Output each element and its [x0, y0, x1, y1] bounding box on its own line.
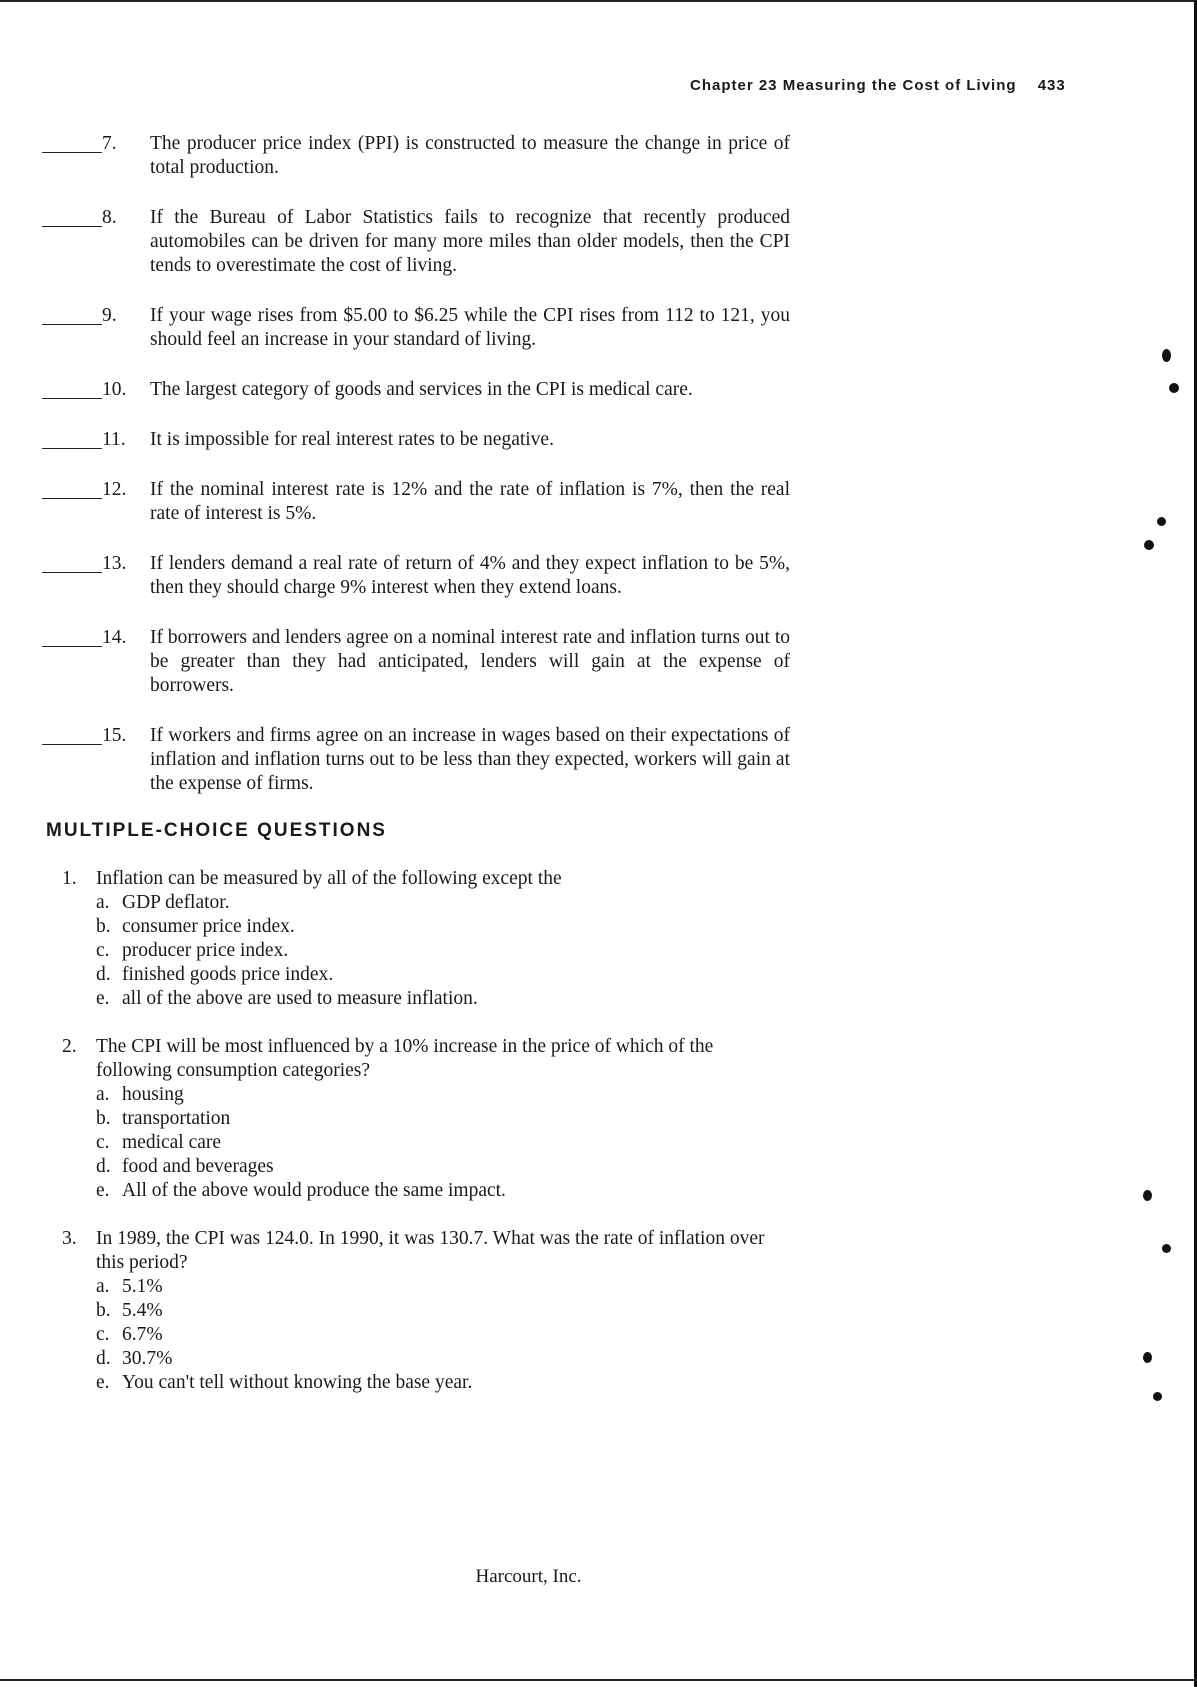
option-text: 30.7% — [122, 1348, 173, 1369]
tf-question — [42, 626, 802, 698]
scan-mark-dot — [1162, 349, 1171, 362]
question-text: It is impossible for real interest rates to be negative. — [150, 429, 554, 450]
question-text: Inflation can be measured by all of the following except the — [96, 868, 562, 889]
option-text: 5.4% — [122, 1300, 163, 1321]
option-letter: b. — [96, 1108, 111, 1129]
answer-option[interactable] — [96, 1155, 786, 1179]
option-letter: b. — [96, 1300, 111, 1321]
question-text: If borrowers and lenders agree on a nominal interest rate and inflation turns out to be greater than they had anticipated, lenders will gain at the expense of borrowers. — [150, 627, 790, 696]
tf-question — [42, 478, 802, 526]
question-number: 11. — [102, 429, 126, 450]
scan-mark-dot — [1162, 1244, 1171, 1253]
option-letter: e. — [96, 1372, 110, 1393]
option-letter: d. — [96, 1156, 111, 1177]
question-text: The CPI will be most influenced by a 10% increase in the price of which of the following consumption categories? — [96, 1036, 714, 1081]
tf-question — [42, 206, 802, 278]
running-head — [690, 77, 1066, 94]
mc-question — [62, 1227, 802, 1395]
answer-option[interactable] — [96, 1347, 786, 1371]
option-letter: c. — [96, 1324, 110, 1345]
option-letter: a. — [96, 1084, 110, 1105]
multiple-choice-list — [62, 867, 802, 1395]
option-text: transportation — [122, 1108, 231, 1129]
question-text: If your wage rises from $5.00 to $6.25 while the CPI rises from 112 to 121, you should feel an increase in your standard of living. — [150, 305, 790, 350]
tf-question — [42, 378, 802, 402]
question-number: 9. — [102, 305, 117, 326]
question-number: 1. — [62, 868, 77, 889]
question-number: 14. — [102, 627, 127, 648]
question-text: If lenders demand a real rate of return of 4% and they expect inflation to be 5%, then they should charge 9% interest when they extend loans. — [150, 553, 790, 598]
question-number: 15. — [102, 725, 127, 746]
option-letter: a. — [96, 1276, 110, 1297]
answer-option[interactable] — [96, 1179, 786, 1203]
option-text: producer price index. — [122, 940, 289, 961]
answer-option[interactable] — [96, 1323, 786, 1347]
option-text: 6.7% — [122, 1324, 163, 1345]
page-number: 433 — [1037, 77, 1066, 94]
true-false-list — [42, 132, 802, 796]
answer-option[interactable] — [96, 1299, 786, 1323]
answer-option[interactable] — [96, 1275, 786, 1299]
option-letter: d. — [96, 964, 111, 985]
answer-option[interactable] — [96, 1107, 786, 1131]
answer-option[interactable] — [96, 1371, 786, 1395]
option-text: 5.1% — [122, 1276, 163, 1297]
option-text: housing — [122, 1084, 184, 1105]
answer-option[interactable] — [96, 987, 786, 1011]
option-text: You can't tell without knowing the base year. — [122, 1372, 473, 1393]
chapter-title: Chapter 23 Measuring the Cost of Living — [690, 77, 1017, 94]
answer-blank[interactable] — [42, 304, 102, 325]
question-text: In 1989, the CPI was 124.0. In 1990, it was 130.7. What was the rate of inflation over this period? — [96, 1228, 765, 1273]
scan-mark-dot — [1143, 1190, 1152, 1201]
option-text: finished goods price index. — [122, 964, 334, 985]
answer-blank[interactable] — [42, 428, 102, 449]
option-text: medical care — [122, 1132, 222, 1153]
answer-blank[interactable] — [42, 724, 102, 745]
option-letter: c. — [96, 1132, 110, 1153]
option-text: All of the above would produce the same impact. — [122, 1180, 506, 1201]
tf-question — [42, 724, 802, 796]
option-text: food and beverages — [122, 1156, 274, 1177]
question-text: If workers and firms agree on an increase in wages based on their expectations of inflation and inflation turns out to be less than they expected, workers will gain at the expense of firms. — [150, 725, 790, 794]
answer-option[interactable] — [96, 963, 786, 987]
scan-mark-dot — [1153, 1392, 1162, 1401]
publisher-footer: Harcourt, Inc. — [475, 1566, 582, 1587]
question-text: The largest category of goods and services in the CPI is medical care. — [150, 379, 693, 400]
question-number: 12. — [102, 479, 127, 500]
scan-mark-dot — [1169, 383, 1179, 393]
option-text: all of the above are used to measure inflation. — [122, 988, 478, 1009]
page-edge-top — [0, 0, 1197, 2]
tf-question — [42, 428, 802, 452]
answer-blank[interactable] — [42, 626, 102, 647]
question-text: If the Bureau of Labor Statistics fails to recognize that recently produced automobiles can be driven for many more miles than older models, then the CPI tends to overestimate the cost of living. — [150, 207, 790, 276]
mc-question — [62, 867, 802, 1011]
page-edge-bottom — [0, 1679, 1197, 1681]
section-heading: MULTIPLE-CHOICE QUESTIONS — [46, 820, 387, 841]
option-text: consumer price index. — [122, 916, 295, 937]
question-number: 8. — [102, 207, 117, 228]
mc-question — [62, 1035, 802, 1203]
tf-question — [42, 552, 802, 600]
answer-blank[interactable] — [42, 478, 102, 499]
tf-question — [42, 132, 802, 180]
question-number: 7. — [102, 133, 117, 154]
answer-blank[interactable] — [42, 552, 102, 573]
question-text: The producer price index (PPI) is constructed to measure the change in price of total production. — [150, 133, 790, 178]
option-text: GDP deflator. — [122, 892, 230, 913]
question-number: 13. — [102, 553, 127, 574]
answer-option[interactable] — [96, 939, 786, 963]
tf-question — [42, 304, 802, 352]
answer-blank[interactable] — [42, 206, 102, 227]
answer-option[interactable] — [96, 1131, 786, 1155]
scan-mark-dot — [1157, 517, 1166, 526]
question-text: If the nominal interest rate is 12% and the rate of inflation is 7%, then the real rate of interest is 5%. — [150, 479, 790, 524]
question-number: 3. — [62, 1228, 77, 1249]
answer-blank[interactable] — [42, 378, 102, 399]
option-letter: d. — [96, 1348, 111, 1369]
answer-blank[interactable] — [42, 132, 102, 153]
question-number: 10. — [102, 379, 127, 400]
answer-option[interactable] — [96, 915, 786, 939]
option-letter: e. — [96, 1180, 110, 1201]
option-letter: b. — [96, 916, 111, 937]
question-number: 2. — [62, 1036, 77, 1057]
scan-mark-dot — [1144, 540, 1154, 550]
answer-option[interactable] — [96, 1083, 786, 1107]
answer-option[interactable] — [96, 891, 786, 915]
option-letter: c. — [96, 940, 110, 961]
scan-mark-dot — [1143, 1352, 1152, 1363]
option-letter: a. — [96, 892, 110, 913]
option-letter: e. — [96, 988, 110, 1009]
